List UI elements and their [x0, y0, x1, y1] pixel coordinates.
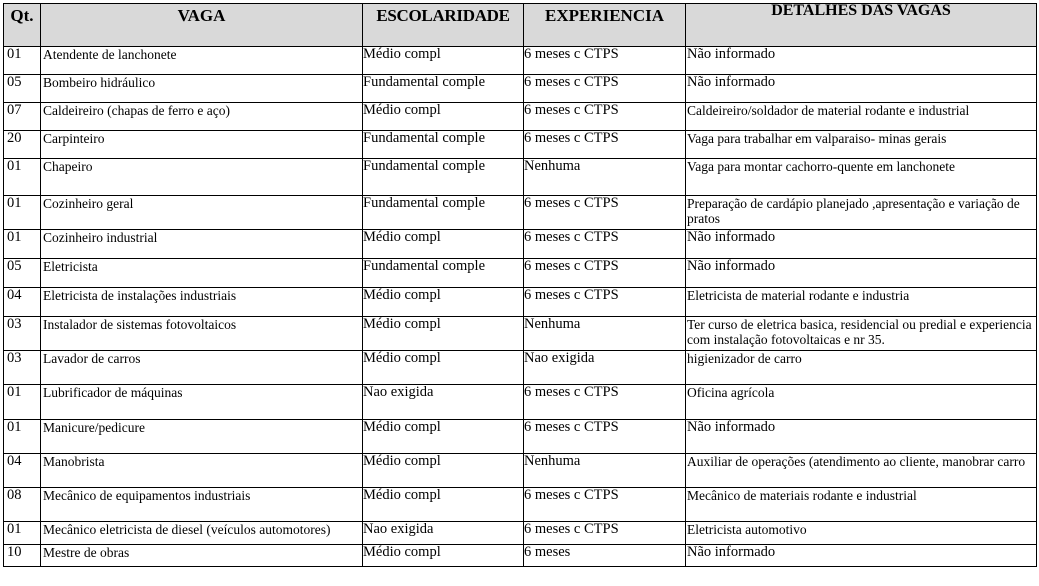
cell-escolaridade: Médio compl: [363, 488, 524, 522]
cell-experiencia: 6 meses c CTPS: [524, 259, 686, 288]
cell-detalhes: Não informado: [686, 230, 1037, 259]
cell-detalhes: Não informado: [686, 545, 1037, 567]
cell-qt: 03: [4, 351, 41, 385]
header-qt: Qt.: [4, 4, 41, 47]
cell-detalhes: Vaga para montar cachorro-quente em lanchonete: [686, 159, 1037, 196]
cell-qt: 01: [4, 159, 41, 196]
cell-vaga: Atendente de lanchonete: [41, 47, 363, 75]
cell-vaga: Manobrista: [41, 454, 363, 488]
cell-escolaridade: Fundamental comple: [363, 196, 524, 230]
table-row: [4, 317, 1037, 351]
cell-experiencia: 6 meses c CTPS: [524, 420, 686, 454]
table-row: [4, 259, 1037, 288]
cell-vaga: Cozinheiro geral: [41, 196, 363, 230]
cell-detalhes: Não informado: [686, 47, 1037, 75]
cell-detalhes: Não informado: [686, 259, 1037, 288]
cell-vaga: Mestre de obras: [41, 545, 363, 567]
header-row: [4, 4, 1037, 47]
cell-vaga: Caldeireiro (chapas de ferro e aço): [41, 103, 363, 131]
cell-escolaridade: Fundamental comple: [363, 131, 524, 159]
header-vaga: VAGA: [41, 4, 363, 47]
cell-detalhes: Caldeireiro/soldador de material rodante e industrial: [686, 103, 1037, 131]
cell-vaga: Lavador de carros: [41, 351, 363, 385]
table-body: [4, 47, 1037, 567]
cell-vaga: Eletricista de instalações industriais: [41, 288, 363, 317]
table-row: [4, 545, 1037, 567]
vagas-table: [3, 3, 1037, 567]
cell-experiencia: Nenhuma: [524, 317, 686, 351]
table-header: [4, 4, 1037, 47]
cell-experiencia: 6 meses c CTPS: [524, 196, 686, 230]
cell-experiencia: 6 meses c CTPS: [524, 488, 686, 522]
cell-experiencia: 6 meses c CTPS: [524, 385, 686, 420]
cell-qt: 20: [4, 131, 41, 159]
header-escolaridade: ESCOLARIDADE: [363, 4, 524, 47]
cell-qt: 01: [4, 230, 41, 259]
table-row: [4, 103, 1037, 131]
cell-qt: 01: [4, 385, 41, 420]
table-row: [4, 75, 1037, 103]
cell-vaga: Manicure/pedicure: [41, 420, 363, 454]
cell-escolaridade: Fundamental comple: [363, 259, 524, 288]
table-row: [4, 230, 1037, 259]
cell-experiencia: 6 meses c CTPS: [524, 288, 686, 317]
table-row: [4, 420, 1037, 454]
cell-experiencia: Nao exigida: [524, 351, 686, 385]
cell-vaga: Mecânico eletricista de diesel (veículos automotores): [41, 522, 363, 545]
table-row: [4, 522, 1037, 545]
cell-escolaridade: Médio compl: [363, 103, 524, 131]
cell-detalhes: Eletricista automotivo: [686, 522, 1037, 545]
table-row: [4, 159, 1037, 196]
cell-vaga: Carpinteiro: [41, 131, 363, 159]
table-row: [4, 288, 1037, 317]
cell-detalhes: higienizador de carro: [686, 351, 1037, 385]
cell-detalhes: Preparação de cardápio planejado ,apresentação e variação de pratos: [686, 196, 1037, 230]
cell-escolaridade: Médio compl: [363, 545, 524, 567]
cell-qt: 03: [4, 317, 41, 351]
table-row: [4, 131, 1037, 159]
cell-escolaridade: Médio compl: [363, 288, 524, 317]
cell-experiencia: 6 meses c CTPS: [524, 230, 686, 259]
cell-experiencia: 6 meses c CTPS: [524, 522, 686, 545]
cell-escolaridade: Médio compl: [363, 47, 524, 75]
cell-escolaridade: Fundamental comple: [363, 159, 524, 196]
cell-detalhes: Eletricista de material rodante e industria: [686, 288, 1037, 317]
cell-qt: 10: [4, 545, 41, 567]
cell-qt: 04: [4, 454, 41, 488]
cell-escolaridade: Médio compl: [363, 317, 524, 351]
table-row: [4, 196, 1037, 230]
cell-detalhes: Não informado: [686, 75, 1037, 103]
cell-experiencia: 6 meses c CTPS: [524, 103, 686, 131]
cell-qt: 01: [4, 47, 41, 75]
cell-qt: 05: [4, 259, 41, 288]
cell-vaga: Bombeiro hidráulico: [41, 75, 363, 103]
cell-escolaridade: Médio compl: [363, 454, 524, 488]
cell-experiencia: 6 meses c CTPS: [524, 75, 686, 103]
cell-experiencia: 6 meses c CTPS: [524, 47, 686, 75]
header-detalhes: DETALHES DAS VAGAS: [686, 4, 1037, 47]
cell-qt: 01: [4, 196, 41, 230]
cell-vaga: Eletricista: [41, 259, 363, 288]
cell-detalhes: Ter curso de eletrica basica, residencial ou predial e experiencia com instalação fotovoltaicas e nr 35.: [686, 317, 1037, 351]
cell-detalhes: Mecânico de materiais rodante e industrial: [686, 488, 1037, 522]
table-row: [4, 47, 1037, 75]
cell-experiencia: 6 meses: [524, 545, 686, 567]
cell-qt: 04: [4, 288, 41, 317]
cell-experiencia: Nenhuma: [524, 159, 686, 196]
cell-vaga: Instalador de sistemas fotovoltaicos: [41, 317, 363, 351]
cell-detalhes: Vaga para trabalhar em valparaiso- minas gerais: [686, 131, 1037, 159]
cell-escolaridade: Médio compl: [363, 420, 524, 454]
cell-detalhes: Não informado: [686, 420, 1037, 454]
cell-vaga: Chapeiro: [41, 159, 363, 196]
cell-vaga: Lubrificador de máquinas: [41, 385, 363, 420]
table-row: [4, 351, 1037, 385]
cell-qt: 08: [4, 488, 41, 522]
cell-qt: 05: [4, 75, 41, 103]
cell-qt: 01: [4, 522, 41, 545]
cell-escolaridade: Nao exigida: [363, 522, 524, 545]
cell-escolaridade: Nao exigida: [363, 385, 524, 420]
cell-escolaridade: Fundamental comple: [363, 75, 524, 103]
cell-detalhes: Oficina agrícola: [686, 385, 1037, 420]
cell-vaga: Mecânico de equipamentos industriais: [41, 488, 363, 522]
table-row: [4, 385, 1037, 420]
header-experiencia: EXPERIENCIA: [524, 4, 686, 47]
cell-experiencia: Nenhuma: [524, 454, 686, 488]
cell-escolaridade: Médio compl: [363, 351, 524, 385]
table-row: [4, 454, 1037, 488]
cell-escolaridade: Médio compl: [363, 230, 524, 259]
cell-experiencia: 6 meses c CTPS: [524, 131, 686, 159]
table-row: [4, 488, 1037, 522]
cell-vaga: Cozinheiro industrial: [41, 230, 363, 259]
cell-detalhes: Auxiliar de operações (atendimento ao cliente, manobrar carro: [686, 454, 1037, 488]
cell-qt: 07: [4, 103, 41, 131]
cell-qt: 01: [4, 420, 41, 454]
